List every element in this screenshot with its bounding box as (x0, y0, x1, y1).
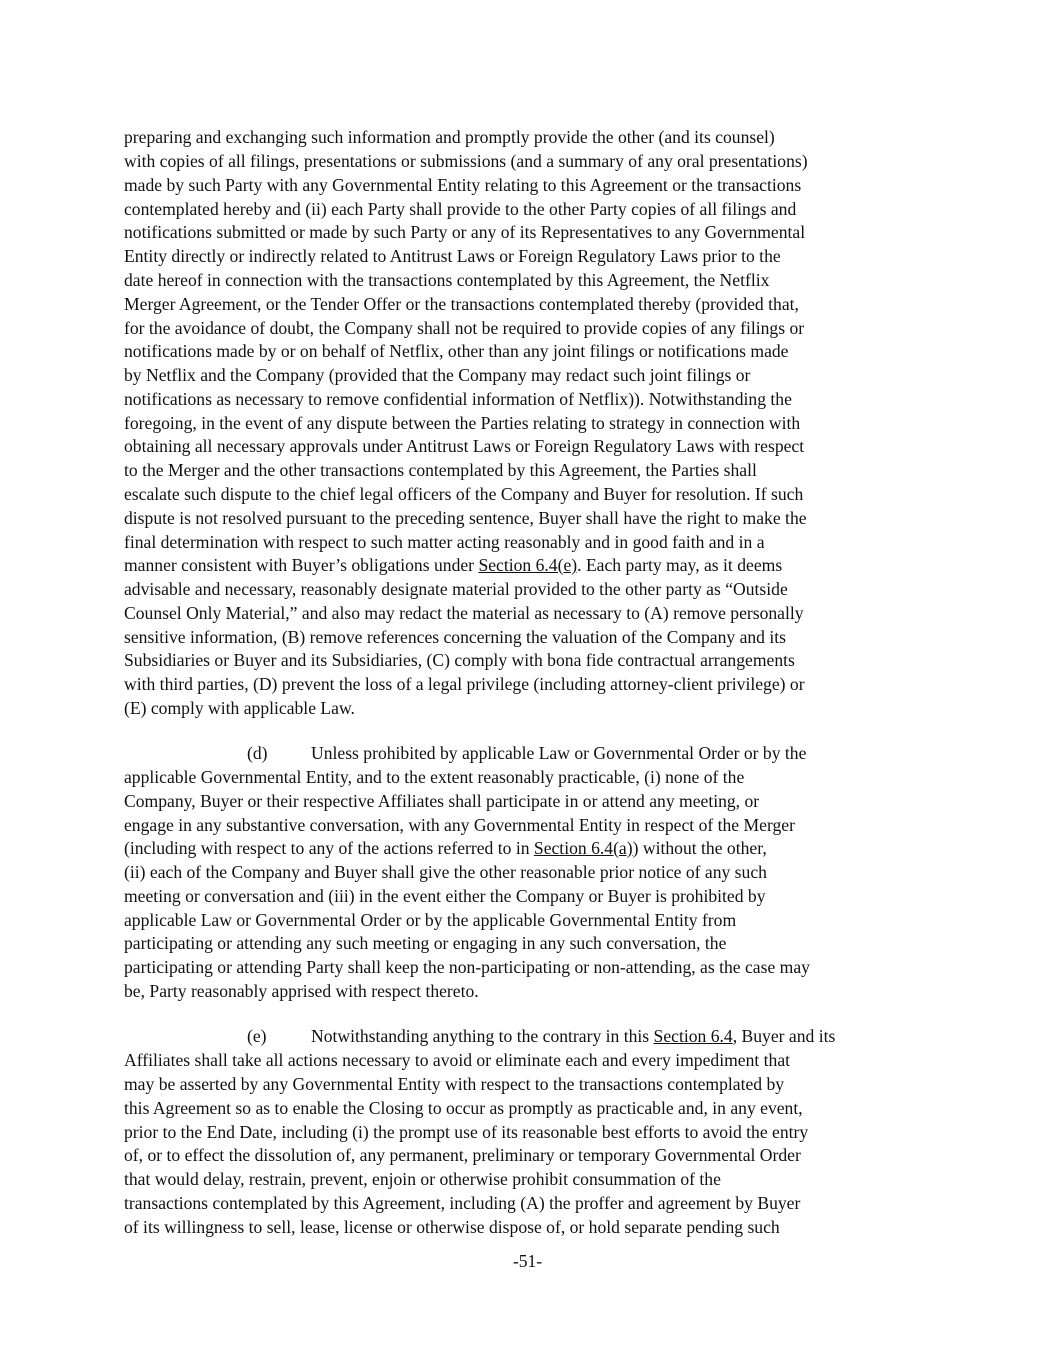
text-line: escalate such dispute to the chief legal officers of the Company and Buyer for resolution. If such (124, 484, 804, 504)
text-line: for the avoidance of doubt, the Company shall not be required to provide copies of any filings or (124, 318, 805, 338)
text-line: notifications made by or on behalf of Netflix, other than any joint filings or notifications made (124, 341, 789, 361)
text-line (247, 1024, 835, 1048)
text-line: with third parties, (D) prevent the loss of a legal privilege (including attorney-client privilege) or (124, 674, 805, 694)
text-line: dispute is not resolved pursuant to the preceding sentence, Buyer shall have the right to make the (124, 508, 807, 528)
text-line: date hereof in connection with the transactions contemplated by this Agreement, the Netflix (124, 270, 770, 290)
section-reference-link[interactable]: Section 6.4(a) (533, 838, 633, 858)
text-line: participating or attending any such meeting or engaging in any such conversation, the (124, 933, 727, 953)
text-segment: manner consistent with Buyer’s obligations under (124, 555, 479, 575)
text-line: that would delay, restrain, prevent, enjoin or otherwise prohibit consummation of the (124, 1169, 721, 1189)
text-line: preparing and exchanging such information and promptly provide the other (and its counsel) (124, 127, 775, 147)
text-line: (ii) each of the Company and Buyer shall give the other reasonable prior notice of any such (124, 862, 767, 882)
section-reference-link[interactable]: Section 6.4 (653, 1026, 733, 1046)
text-line: to the Merger and the other transactions contemplated by this Agreement, the Parties shall (124, 460, 757, 480)
text-line: sensitive information, (B) remove references concerning the valuation of the Company and its (124, 627, 786, 647)
text-segment: Unless prohibited by applicable Law or Governmental Order or by the (311, 743, 807, 763)
text-line: made by such Party with any Governmental Entity relating to this Agreement or the transactions (124, 175, 802, 195)
text-line: this Agreement so as to enable the Closing to occur as promptly as practicable and, in any event, (124, 1098, 803, 1118)
text-line: transactions contemplated by this Agreement, including (A) the proffer and agreement by Buyer (124, 1193, 801, 1213)
text-line: meeting or conversation and (iii) in the event either the Company or Buyer is prohibited by (124, 886, 766, 906)
text-line: Merger Agreement, or the Tender Offer or the transactions contemplated thereby (provided that, (124, 294, 799, 314)
text-line: applicable Law or Governmental Order or by the applicable Governmental Entity from (124, 910, 737, 930)
text-line: Entity directly or indirectly related to Antitrust Laws or Foreign Regulatory Laws prior to the (124, 246, 781, 266)
text-line: Affiliates shall take all actions necessary to avoid or eliminate each and every impediment that (124, 1050, 791, 1070)
text-segment: ) without the other, (632, 838, 767, 858)
clause-label-d: (d) (247, 743, 268, 763)
text-line: foregoing, in the event of any dispute between the Parties relating to strategy in connection with (124, 413, 801, 433)
text-line: participating or attending Party shall keep the non-participating or non-attending, as the case may (124, 957, 810, 977)
text-segment: . Each party may, as it deems (577, 555, 783, 575)
page-number: -51- (512, 1251, 543, 1271)
text-segment: Notwithstanding anything to the contrary in this (311, 1026, 654, 1046)
text-line: notifications as necessary to remove confidential information of Netflix)). Notwithstanding the (124, 389, 792, 409)
text-line: prior to the End Date, including (i) the prompt use of its reasonable best efforts to avoid the entry (124, 1122, 809, 1142)
text-line (124, 836, 767, 860)
text-line: applicable Governmental Entity, and to the extent reasonably practicable, (i) none of the (124, 767, 745, 787)
section-reference-link[interactable]: Section 6.4(e) (478, 555, 578, 575)
text-segment: (including with respect to any of the actions referred to in (124, 838, 534, 858)
text-line: Subsidiaries or Buyer and its Subsidiaries, (C) comply with bona fide contractual arrangements (124, 650, 795, 670)
text-line: Company, Buyer or their respective Affiliates shall participate in or attend any meeting, or (124, 791, 760, 811)
clause-label-e: (e) (247, 1026, 267, 1046)
text-line: Counsel Only Material,” and also may redact the material as necessary to (A) remove personally (124, 603, 804, 623)
text-line: contemplated hereby and (ii) each Party shall provide to the other Party copies of all filings and (124, 199, 797, 219)
text-line: be, Party reasonably apprised with respect thereto. (124, 981, 479, 1001)
text-line: engage in any substantive conversation, with any Governmental Entity in respect of the Merger (124, 815, 795, 835)
text-line: notifications submitted or made by such Party or any of its Representatives to any Governmental (124, 222, 806, 242)
text-line: obtaining all necessary approvals under Antitrust Laws or Foreign Regulatory Laws with respect (124, 436, 805, 456)
text-segment: , Buyer and its (732, 1026, 836, 1046)
text-line: advisable and necessary, reasonably designate material provided to the other party as “Outside (124, 579, 788, 599)
text-line: with copies of all filings, presentations or submissions (and a summary of any oral presentations) (124, 151, 808, 171)
text-line: of its willingness to sell, lease, license or otherwise dispose of, or hold separate pending such (124, 1217, 780, 1237)
text-line: by Netflix and the Company (provided that the Company may redact such joint filings or (124, 365, 751, 385)
text-line: (E) comply with applicable Law. (124, 698, 355, 718)
text-line: may be asserted by any Governmental Entity with respect to the transactions contemplated by (124, 1074, 785, 1094)
text-line (247, 741, 806, 765)
text-line: of, or to effect the dissolution of, any permanent, preliminary or temporary Governmental Order (124, 1145, 801, 1165)
text-line: final determination with respect to such matter acting reasonably and in good faith and in a (124, 532, 765, 552)
text-line (124, 553, 782, 577)
